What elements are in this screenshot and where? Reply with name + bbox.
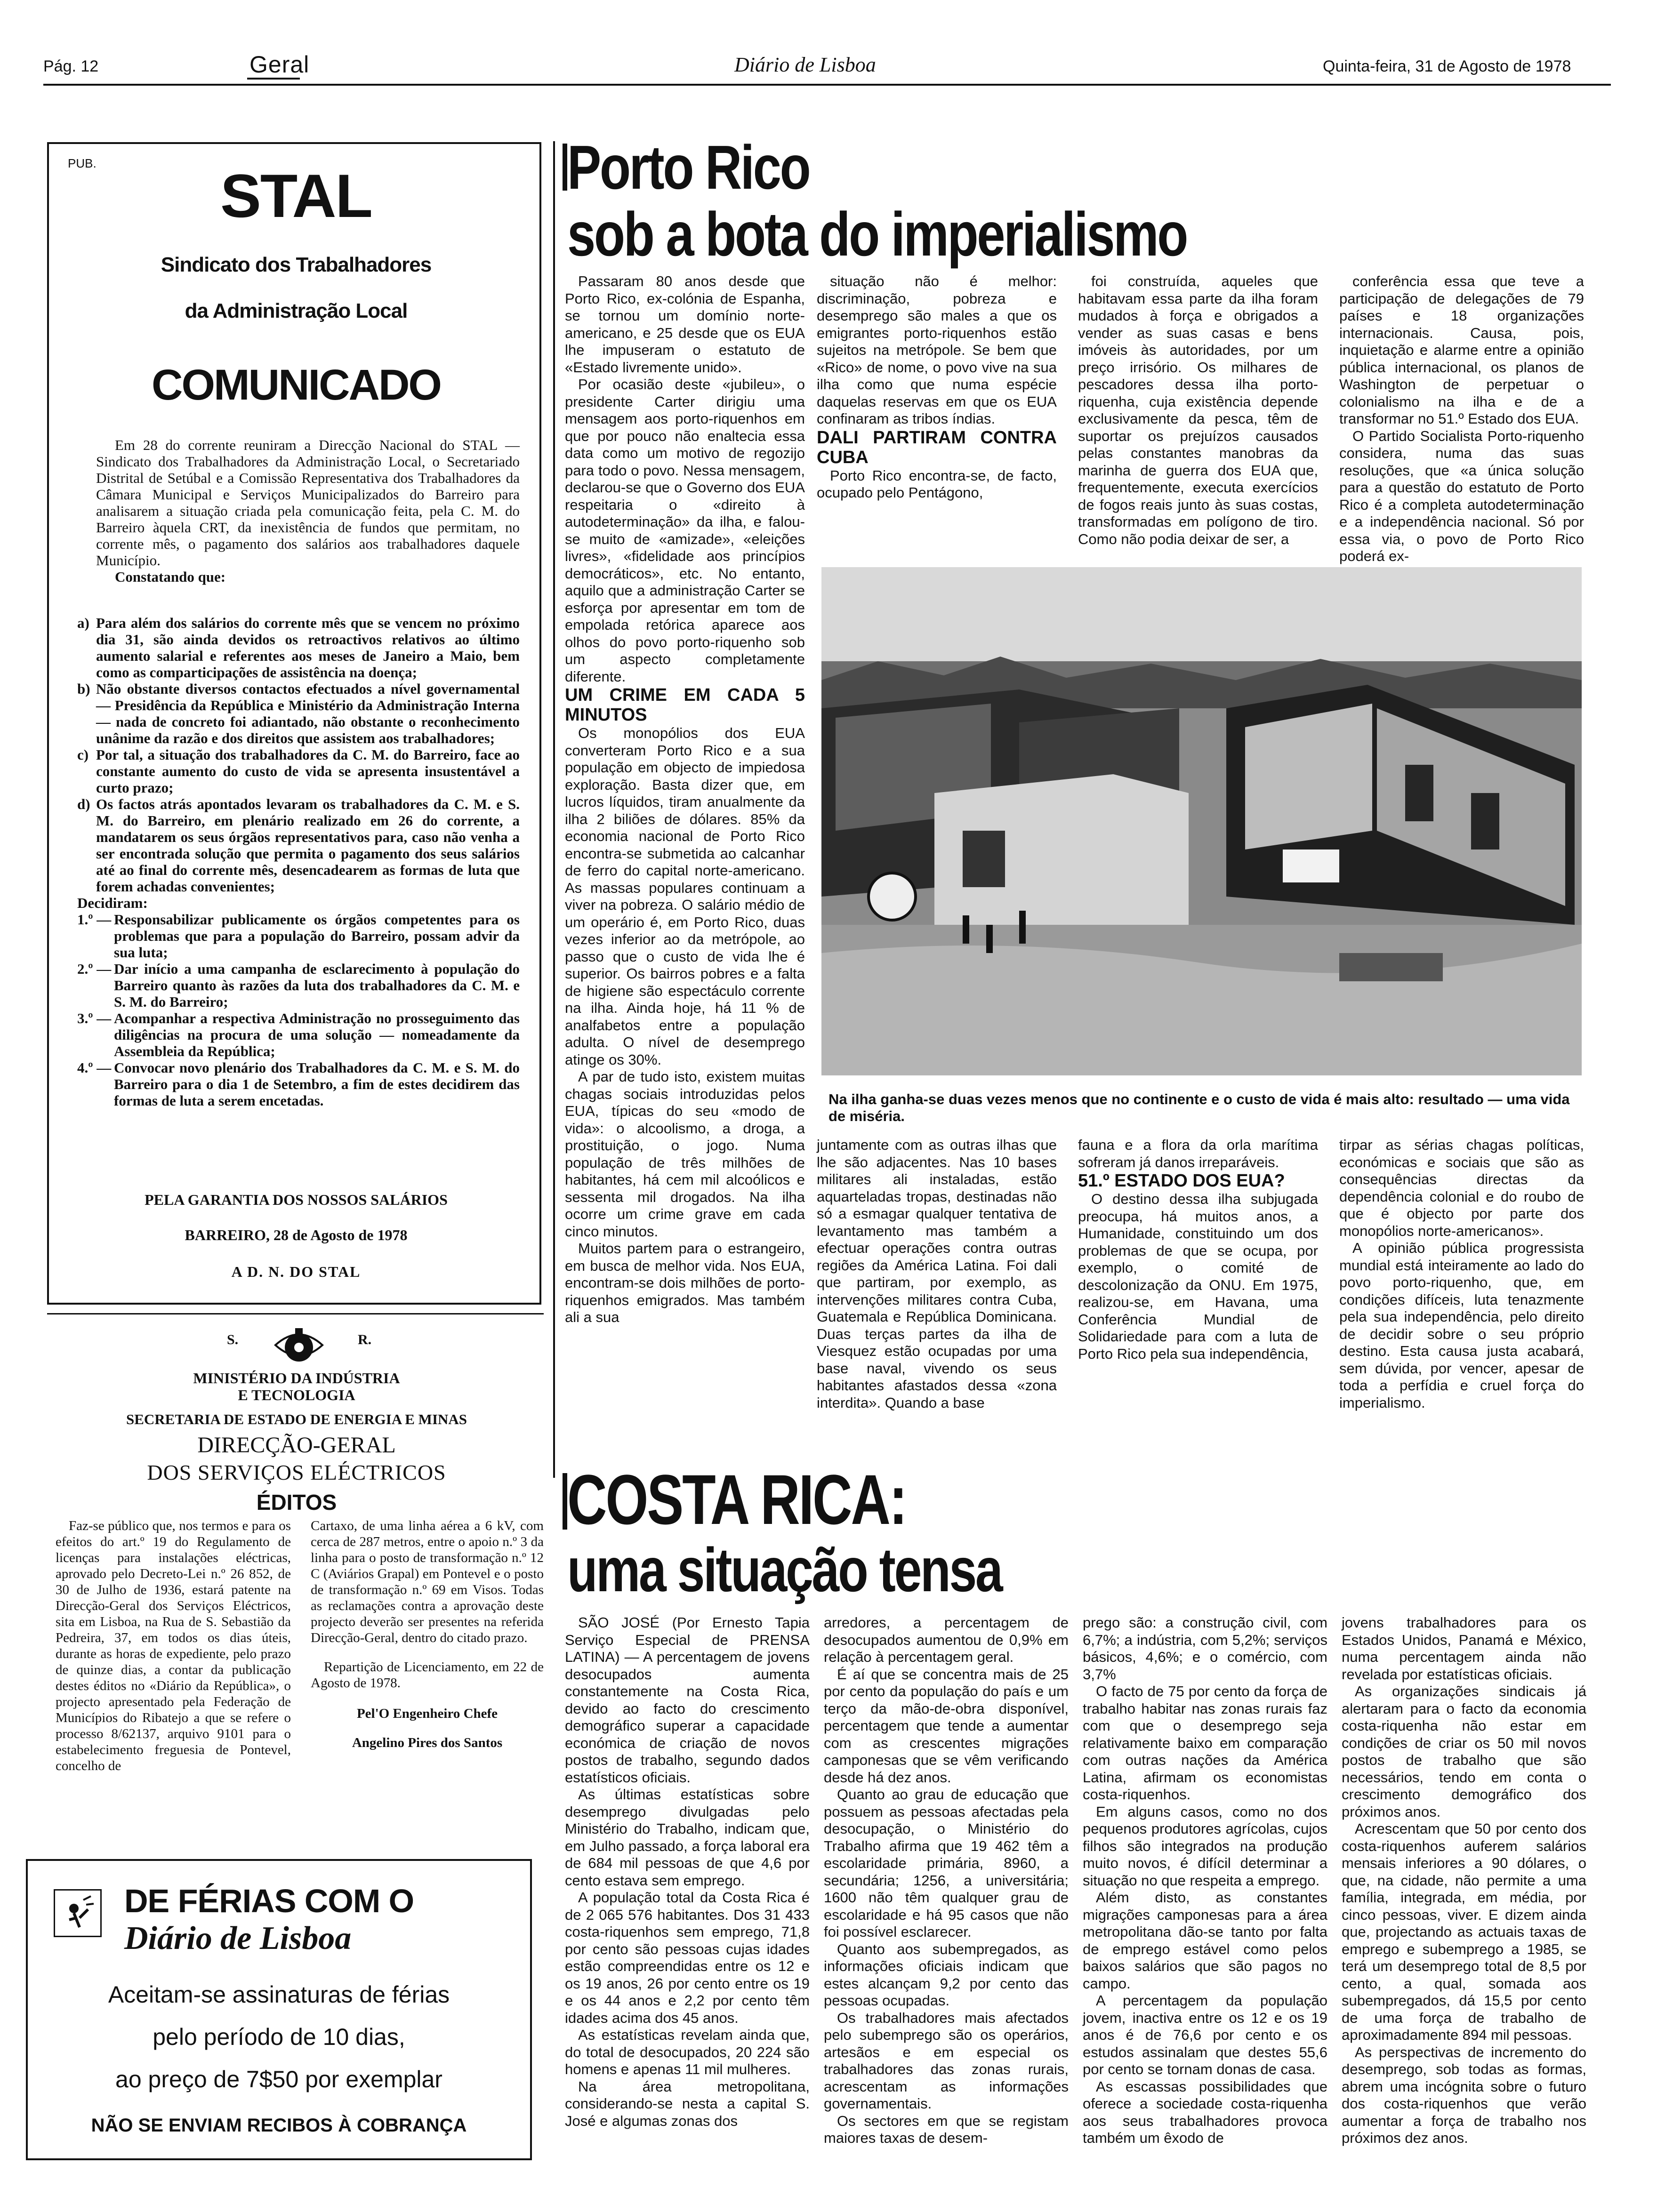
ministry-name-2: E TECNOLOGIA [238,1387,355,1403]
article1-column-2 [817,273,1057,574]
article2-headline-1: COSTA RICA: [567,1460,906,1539]
paragraph: Na área metropolitana, considerando-se nesta a capital S. José e algumas zonas dos [565,2078,810,2129]
paragraph: Os trabalhadores mais afectados pelo subemprego são os operários, artesãos e em especial os trabalhadores das zonas rurais, acrescentam as informações governamentais. [824,2009,1069,2112]
editos-col-2: Cartaxo, de uma linha aérea a 6 kV, com cerca de 287 metros, entre o apoio n.º 3 da linha para o posto de transformação n.º 12 C (Aviários Grapal) em Pontevel e o posto de transformação n.º 69 em Visos. Todas as reclamações contra a aprovação deste projecto deverão ser presentes na referida Direcção-Geral, dentro do citado prazo. [311,1518,544,1645]
paragraph: Porto Rico encontra-se, de facto, ocupado pelo Pentágono, [817,467,1057,501]
section-underline [247,78,300,80]
article2-column-2 [824,1614,1069,2198]
article1-column-3-continued [1078,1137,1318,1466]
paragraph: Muitos partem para o estrangeiro, em busca de melhor vida. Nos EUA, encontram-se dois milhões de porto-riquenhos emigrados. Mas também ali a sua [565,1240,805,1325]
sun-icon [54,1889,102,1937]
paragraph: juntamente com as outras ilhas que lhe são adjacentes. Nas 10 bases militares ali instaladas, estão aquarteladas tropas, destinadas não só a esmagar qualquer tentativa de levantamento mas também a efectuar operações contra outras regiões da América Latina. Foi dali que partiram, por exemplo, as intervenções militares contra Cuba, Guatemala e República Dominicana. Duas terças partes da ilha de Viesquez estão ocupadas por uma base naval, vivendo os seus habitantes afastados dessa «zona interdita». Quando a base [817,1137,1057,1411]
ferias-line-2: pelo período de 10 dias, [153,2024,405,2050]
stal-intro-text: Em 28 do corrente reuniram a Direcção Nacional do STAL — Sindicato dos Trabalhadores da Administração Local, o Secretariado Distrital de Setúbal e a Comissão Representativa dos Trabalhadores da Câmara Municipal e Serviços Municipalizados do Barreiro para analisarem a situação criada pela comunicação feita, pela C. M. do Barreiro àquela CRT, da inexistência de fundos que permitam, no corrente mês, o pagamento dos salários aos trabalhadores daquele Município. [96,437,520,569]
article1-column-4-continued [1339,1137,1584,1466]
paragraph: A par de tudo isto, existem muitas chagas sociais introduzidas pelos EUA, típicas do seu «modo de vida»: o alcoolismo, a droga, a prostituição, o jogo. Numa população de três milhões de habitantes, há cem mil alcoólicos e sessenta mil drogados. Na ilha ocorre um crime grave em cada cinco minutos. [565,1068,805,1240]
stal-constatando: Constatando que: [115,569,226,585]
stal-place-date: BARREIRO, 28 de Agosto de 1978 [185,1226,408,1243]
photo-caption: Na ilha ganha-se duas vezes menos que no continente e o custo de vida é mais alto: resultado — uma vida de miséria. [828,1091,1570,1124]
pub-label: PUB. [68,156,97,170]
ferias-title: DE FÉRIAS COM O [124,1883,414,1919]
ferias-advertisement [26,1859,532,2160]
editos-heading: ÉDITOS [256,1490,337,1515]
stal-title: STAL [220,161,372,230]
stal-decidiram: Decidiram: [77,895,148,911]
article1-column-3 [1078,273,1318,565]
ministry-letter-r: R. [358,1332,372,1347]
paragraph: Por ocasião deste «jubileu», o presidente Carter dirigiu uma mensagem aos porto-riquenhos em que por pouco não enaltecia essa data como um motivo de regozijo para todo o povo. Nessa mensagem, declarou-se que o Governo dos EUA respeitaria o «direito à autodeterminação» da ilha, e falou-se muito de «amizade», «eleições livres», «fidelidade aos princípios democráticos», etc. No entanto, aquilo que a administração Carter se esforça por apresentar em tom de empolada retórica aparece aos olhos do povo porto-riquenho sob um aspecto completamente diferente. [565,376,805,685]
paragraph: Quanto ao grau de educação que possuem as pessoas afectadas pela desocupação, o Ministério do Trabalho afirma que 19 462 têm a escolaridade primária, 8960, a secundária; 1256, a universitária; 1600 não têm qualquer grau de escolaridade e há 95 casos que não foi possível esclarecer. [824,1786,1069,1940]
stal-slogan: PELA GARANTIA DOS NOSSOS SALÁRIOS [145,1191,448,1208]
article2-marker-bar [563,1473,567,1530]
stal-advertisement [47,142,541,1305]
newspaper-name: Diário de Lisboa [734,53,876,76]
masthead-rule [43,84,1611,86]
paragraph: foi construída, aqueles que habitavam essa parte da ilha foram mudados à força e obrigados a vender as suas casas e bens imóveis às autoridades, por um preço irrisório. Os milhares de pescadores dessa ilha porto-riquenha, cuja existência depende exclusivamente da pesca, têm de suportar os prejuízos causados pelas constantes manobras da marinha de guerra dos EUA que, frequentemente, executa exercícios de fogos reais junto às suas costas, transformadas em polígono de tiro. Como não podia deixar de ser, a [1078,273,1318,547]
stal-subtitle-2: da Administração Local [185,299,408,322]
shantytown-photo [821,567,1582,1075]
page-number: Pág. 12 [43,57,99,75]
ministry-name-1: MINISTÉRIO DA INDÚSTRIA [193,1370,400,1387]
stal-items [77,615,520,1109]
secretaria-name: SECRETARIA DE ESTADO DE ENERGIA E MINAS [126,1411,467,1427]
direccao-name-2: DOS SERVIÇOS ELÉCTRICOS [147,1460,446,1484]
article1-marker-bar [563,144,567,191]
article2-column-1 [565,1614,810,2198]
ferias-line-1: Aceitam-se assinaturas de férias [108,1981,450,2008]
paragraph: Passaram 80 anos desde que Porto Rico, ex-colónia de Espanha, se tornou um domínio norte-americano, e 25 desde que os EUA lhe impuseram o estatuto de «Estado livremente unido». [565,273,805,376]
paragraph: As escassas possibilidades que oferece a sociedade costa-riquenha aos seus trabalhadores provoca também um êxodo de [1083,2078,1327,2146]
stal-signature: A D. N. DO STAL [231,1263,361,1280]
paragraph: Além disto, as constantes migrações camponesas para a área metropolitana dão-se tanto por falta de emprego estável como pelos baixos salários que são pagos no campo. [1083,1889,1327,1992]
paragraph: O facto de 75 por cento da força de trabalho habitar nas zonas rurais faz com que o desemprego seja relativamente baixo em comparação com outras nações da América Latina, afirmam os economistas costa-riquenhos. [1083,1683,1327,1803]
paragraph: Os sectores em que se registam maiores taxas de desem- [824,2112,1069,2146]
stal-item: b) Não obstante diversos contactos efectuados a nível governamental — Presidência da República e Ministério da Administração Interna — nada de concreto foi adiantado, não obstante o reconhecimento unânime da razão e dos direitos que assistem aos trabalhadores; [77,681,520,746]
paragraph: Os monopólios dos EUA converteram Porto Rico e a sua população em objecto de impiedosa exploração. Basta dizer que, em lucros líquidos, tiram anualmente da ilha 2 biliões de dólares. 85% da economia nacional de Porto Rico encontra-se submetida ao calcanhar de ferro do capital norte-americano. As massas populares continuam a viver na pobreza. O salário médio de um operário é, em Porto Rico, duas vezes inferior ao da metrópole, ao passo que o custo de vida lhe é superior. Os bairros pobres e a falta de higiene são espectáculo corrente na ilha. Ainda hoje, há 11 % de analfabetos entre a população adulta. O nível de desemprego atinge os 30%. [565,725,805,1068]
paragraph: A opinião pública progressista mundial está inteiramente ao lado do povo porto-riquenho, que, em condições difíceis, luta tenazmente pela sua independência, pelo direito de decidir sobre o seu próprio destino. Esta causa justa acabará, sem dúvida, por vencer, apesar de toda a perfídia e cruel força do imperialismo. [1339,1240,1584,1411]
paragraph: jovens trabalhadores para os Estados Unidos, Panamá e México, numa percentagem ainda não revelada por estatísticas oficiais. [1342,1614,1586,1683]
article1-column-1 [565,273,805,1325]
ministry-letter-s: S. [227,1332,239,1347]
left-separator [47,1313,544,1314]
paragraph: As últimas estatísticas sobre desemprego divulgadas pelo Ministério do Trabalho, indicam que, em Julho passado, a força laboral era de 684 mil pessoas de que 4,6 por cento estava sem emprego. [565,1786,810,1889]
paragraph: As perspectivas de incremento do desemprego, sob todas as formas, abrem uma incógnita sobre o futuro dos costa-riquenhos que verão aumentar a força de trabalho nos próximos dez anos. [1342,2044,1586,2146]
stal-item: d) Os factos atrás apontados levaram os trabalhadores da C. M. e S. M. do Barreiro, em plenário realizado em 26 do corrente, a mandatarem os seus órgãos representativos para, caso não venha a ser encontrada solução que permita o pagamento dos seus salários até ao final do corrente mês, desencadearem as formas de luta que forem achadas convenientes; [77,796,520,895]
coat-of-arms-icon [271,1326,327,1369]
column-separator [553,141,555,1478]
paragraph: fauna e a flora da orla marítima sofreram já danos irreparáveis. [1078,1137,1318,1170]
article2-headline-2: uma situação tensa [567,1535,1002,1604]
article1-column-4 [1339,273,1584,565]
paragraph: A percentagem da população jovem, inactiva entre os 12 e os 19 anos é de 76,6 por cento e os estudos assinalam que destes 55,6 por cento se tornam donas de casa. [1083,1992,1327,2077]
photo-illustration [821,567,1582,1075]
paragraph: Em alguns casos, como no dos pequenos produtores agrícolas, cujos filhos são integrados na produção muito novos, é difícil determinar a situação no que respeita a emprego. [1083,1803,1327,1889]
editos-chief: Pel'O Engenheiro Chefe [356,1706,498,1721]
paragraph: As organizações sindicais já alertaram para o facto da economia costa-riquenha não estar em condições de criar os 50 mil novos postos de trabalho que são necessários, tendo em conta o crescimento demográfico dos próximos anos. [1342,1683,1586,1820]
article1-headline-1: Porto Rico [567,133,810,202]
paragraph: As estatísticas revelam ainda que, do total de desocupados, 20 224 são homens e apenas 11 mil mulheres. [565,2027,810,2077]
subheading-crime: UM CRIME EM CADA 5 MINUTOS [565,685,805,725]
paragraph: O destino dessa ilha subjugada preocupa, há muitos anos, a Humanidade, constituindo um dos problemas de que se ocupa, por exemplo, o comité de descolonização da ONU. Em 1975, realizou-se, em Havana, uma Conferência Mundial de Solidariedade para com a luta de Porto Rico pela sua independência, [1078,1191,1318,1362]
paragraph: É aí que se concentra mais de 25 por cento da população do país e um terço da mão-de-obra disponível, percentagem que tende a aumentar com as crescentes migrações camponesas que se vêm verificando desde há dez anos. [824,1666,1069,1786]
subheading-estado: 51.º ESTADO DOS EUA? [1078,1171,1285,1191]
stal-item: a) Para além dos salários do corrente mês que se vencem no próximo dia 31, são ainda devidos os retroactivos relativos ao último aumento salarial e referentes aos meses de Janeiro a Maio, bem como as comparticipações de assistência na doença; [77,615,520,681]
paragraph: situação não é melhor: discriminação, pobreza e desemprego são males a que os emigrantes porto-riquenhos estão sujeitos na metrópole. Se bem que «Rico» de nome, o povo vive na sua ilha como que numa espécie daquelas reservas em que os EUA confinaram as tribos índias. [817,273,1057,427]
stal-subtitle-1: Sindicato dos Trabalhadores [161,253,432,276]
stal-decision: 4.º — Convocar novo plenário dos Trabalhadores da C. M. e S. M. do Barreiro para o dia 1 de Setembro, a fim de estes decidirem das formas de luta a serem encetadas. [77,1059,520,1109]
article1-column-2-continued [817,1137,1057,1466]
paragraph: Quanto aos subempregados, as informações oficiais indicam que estes alcançam 9,2 por cento das pessoas ocupadas. [824,1940,1069,2009]
paragraph: arredores, a percentagem de desocupados aumentou de 0,9% em relação à percentagem geral. [824,1614,1069,1665]
section-label: Geral [249,51,310,78]
paragraph: tirpar as sérias chagas políticas, económicas e sociais que são as consequências directas da dependência colonial e do roubo de que é objecto por parte dos monopólios norte-americanos». [1339,1137,1584,1239]
ferias-line-3: ao preço de 7$50 por exemplar [115,2066,442,2092]
paragraph: Acrescentam que 50 por cento dos costa-riquenhos auferem salários mensais inferiores a 90 dólares, o que, na cidade, não permite a uma família, integrada, em média, por cinco pessoas, viver. E dizem ainda que, projectando as actuais taxas de emprego e subemprego a 1985, se terá um desemprego total de 8,5 por cento, a qual, somada aos subempregados, dá 15,5 por cento de uma força de trabalho de aproximadamente 894 mil pessoas. [1342,1820,1586,2043]
editos-repartition: Repartição de Licenciamento, em 22 de Agosto de 1978. [311,1659,544,1691]
paragraph: SÃO JOSÉ (Por Ernesto Tapia Serviço Especial de PRENSA LATINA) — A percentagem de jovens desocupados aumenta constantemente na Costa Rica, devido ao facto do crescimento demográfico superar a capacidade económica de criação de novos postos de trabalho, segundo dados estatísticos oficiais. [565,1614,810,1786]
stal-item: c) Por tal, a situação dos trabalhadores da C. M. do Barreiro, face ao constante aumento do custo de vida se apresenta insustentável a curto prazo; [77,746,520,796]
paragraph: prego são: a construção civil, com 6,7%; a indústria, com 5,2%; serviços básicos, 4,6%; e o comércio, com 3,7% [1083,1614,1327,1683]
ferias-footer: NÃO SE ENVIAM RECIBOS À COBRANÇA [91,2115,467,2136]
ministry-advertisement [47,1318,546,1835]
subheading-dali: DALI PARTIRAM CONTRA CUBA [817,427,1057,467]
article2-column-4 [1342,1614,1586,2198]
paragraph: conferência essa que teve a participação de delegações de 79 países e 18 organizações internacionais. Causa, pois, inquietação e alarme entre a opinião pública internacional, os planos de Washington de perpetuar o colonialismo na ilha e de a transformar no 51.º Estado dos EUA. [1339,273,1584,427]
editos-signature: Angelino Pires dos Santos [352,1735,503,1750]
editos-col-1: Faz-se público que, nos termos e para os efeitos do art.º 19 do Regulamento de licenças para instalações eléctricas, aprovado pelo Decreto-Lei n.º 26 852, de 30 de Julho de 1936, estará patente na Direcção-Geral dos Serviços Eléctricos, sita em Lisboa, na Rua de S. Sebastião da Pedreira, 37, em todos os dias úteis, durante as horas de expediente, pelo prazo de quinze dias, a contar da publicação destes éditos no «Diário da República», o projecto apresentado pela Federação de Municípios do Ribatejo a que se refere o processo 8/62137, arquivo 9101 para o estabelecimento freguesia de Pontevel, concelho de [56,1518,291,1773]
stal-decision: 1.º — Responsabilizar publicamente os órgãos competentes para os problemas que para a população do Barreiro, possam advir da sua luta; [77,911,520,961]
article2-column-3 [1083,1614,1327,2198]
direccao-name-1: DIRECÇÃO-GERAL [197,1433,396,1458]
article1-headline-2: sob a bota do imperialismo [567,200,1187,269]
ferias-logo: Diário de Lisboa [124,1920,352,1956]
stal-decision: 2.º — Dar início a uma campanha de esclarecimento à população do Barreiro quanto às razões da luta dos trabalhadores da C. M. e S. M. do Barreiro; [77,961,520,1010]
paragraph: O Partido Socialista Porto-riquenho considera, numa das suas resoluções, que «a única solução para a questão do estatuto de Porto Rico é a completa autodeterminação e a independência nacional. Só por essa via, o povo de Porto Rico poderá ex- [1339,427,1584,564]
comunicado-heading: COMUNICADO [152,361,441,409]
paragraph: A população total da Costa Rica é de 2 065 576 habitantes. Dos 31 433 costa-riquenhos sem emprego, 71,8 por cento são pessoas cujas idades estão compreendidas entre os 12 e os 19 anos, 26 por cento entre os 19 e os 44 anos e 2,2 por cento têm idades acima dos 45 anos. [565,1889,810,2026]
stal-intro [96,437,520,585]
stal-decision: 3.º — Acompanhar a respectiva Administração no prosseguimento das diligências na procura de uma solução — nomeadamente da Assembleia da República; [77,1010,520,1059]
issue-date: Quinta-feira, 31 de Agosto de 1978 [1323,57,1571,75]
